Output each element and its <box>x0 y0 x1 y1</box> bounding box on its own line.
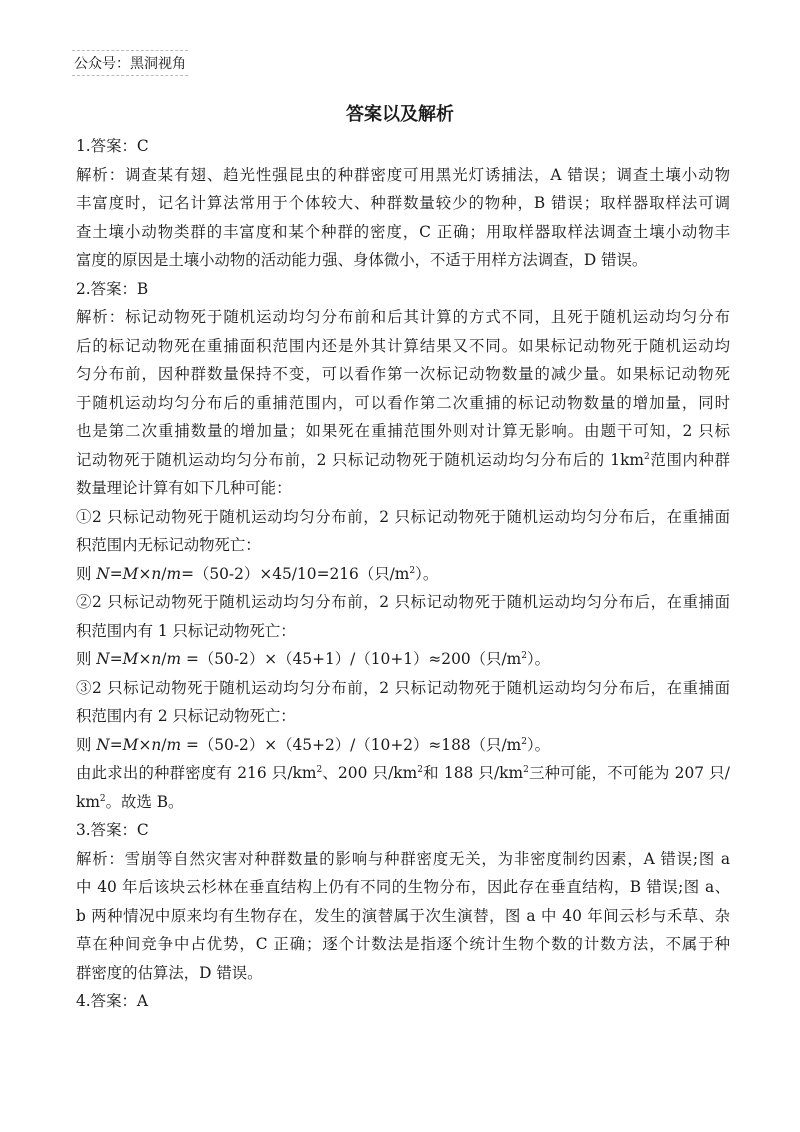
q3-answer: 3.答案：C <box>76 821 149 839</box>
q1-line-2: 丰富度时，记名计算法常用于个体较大、种群数量较少的物种，B 错误；取样器取样法可调 <box>76 194 730 212</box>
q2-line-4: 于随机运动均匀分布后的重捕范围内，可以看作第二次重捕的标记动物数量的增加量，同时 <box>76 393 730 412</box>
q4-answer: 4.答案：A <box>76 992 148 1010</box>
conclusion-line-2: $km^2$。故选 B。 <box>76 792 184 811</box>
answer-content <box>76 132 730 1016</box>
case-2-formula: 则 N=M×n/m =（50-2）×（45+1）/（10+1）≈200（只$/m^2$）。 <box>76 650 551 668</box>
page-title: 答案以及解析 <box>346 104 454 125</box>
case-2-text-cont: 积范围内有 1 只标记动物死亡： <box>76 621 296 640</box>
q2-answer: 2.答案：B <box>76 279 149 298</box>
case-3-text-cont: 积范围内有 2 只标记动物死亡： <box>76 707 296 725</box>
watermark: 公众号：黑洞视角 <box>72 50 188 76</box>
q2-line-3: 匀分布前，因种群数量保持不变，可以看作第一次标记动物数量的减少量。如果标记动物死 <box>76 365 730 383</box>
q2-line-2: 后的标记动物死在重捕面积范围内还是外其计算结果又不同。如果标记动物死于随机运动均 <box>76 336 730 355</box>
q1-line-1: 解析：调查某有翅、趋光性强昆虫的种群密度可用黑光灯诱捕法，A 错误；调查土壤小动物 <box>76 165 730 184</box>
q3-line-2: 中 40 年后该块云杉林在垂直结构上仍有不同的生物分布，因此存在垂直结构，B 错误;图 a、 <box>76 878 730 896</box>
q2-line-6: 记动物死于随机运动均匀分布前，2 只标记动物死于随机运动均匀分布后的 $1km^2$范围内种群 <box>76 450 730 469</box>
q3-line-4: 草在种间竞争中占优势，C 正确；逐个计数法是指逐个统计生物个数的计数方法，不属于种 <box>76 935 730 953</box>
q2-line-5: 也是第二次重捕数量的增加量；如果死在重捕范围外则对计算无影响。由题干可知，2 只标 <box>76 422 730 440</box>
q3-line-3: b 两种情况中原来均有生物存在，发生的演替属于次生演替，图 a 中 40 年间云杉与禾草、杂 <box>76 906 730 925</box>
q1-line-3: 查土壤小动物类群的丰富度和某个种群的密度，C 正确；用取样器取样法调查土壤小动物丰 <box>76 222 730 241</box>
q1-answer: 1.答案：C <box>76 137 149 155</box>
q2-line-7: 数量理论计算有如下几种可能： <box>76 479 292 497</box>
case-2-text: ②2 只标记动物死于随机运动均匀分布前，2 只标记动物死于随机运动均匀分布后，在重捕面 <box>76 593 730 611</box>
q3-line-1: 解析：雪崩等自然灾害对种群数量的影响与种群密度无关，为非密度制约因素，A 错误;图 a <box>76 849 730 868</box>
conclusion-line-1: 由此求出的种群密度有 216 只$/km^2$、200 只$/km^2$和 188 只$/km^2$三种可能，不可能为 207 只/ <box>76 764 730 782</box>
case-3-text: ③2 只标记动物死于随机运动均匀分布前，2 只标记动物死于随机运动均匀分布后，在重捕面 <box>76 678 730 697</box>
case-1-text: ①2 只标记动物死于随机运动均匀分布前，2 只标记动物死于随机运动均匀分布后，在重捕面 <box>76 507 730 526</box>
q1-line-4: 富度的原因是土壤小动物的活动能力强、身体微小，不适于用样方法调查，D 错误。 <box>76 251 648 269</box>
case-3-formula: 则 N=M×n/m =（50-2）×（45+2）/（10+2）≈188（只$/m^2$）。 <box>76 735 551 754</box>
case-1-text-cont: 积范围内无标记动物死亡： <box>76 536 261 554</box>
q3-line-5: 群密度的估算法，D 错误。 <box>76 963 263 982</box>
q2-line-1: 解析：标记动物死于随机运动均匀分布前和后其计算的方式不同，且死于随机运动均匀分布 <box>76 308 730 326</box>
case-1-formula: 则 N=M×n/m=（50-2）×45/10=216（只$/m^2$）。 <box>76 564 439 583</box>
